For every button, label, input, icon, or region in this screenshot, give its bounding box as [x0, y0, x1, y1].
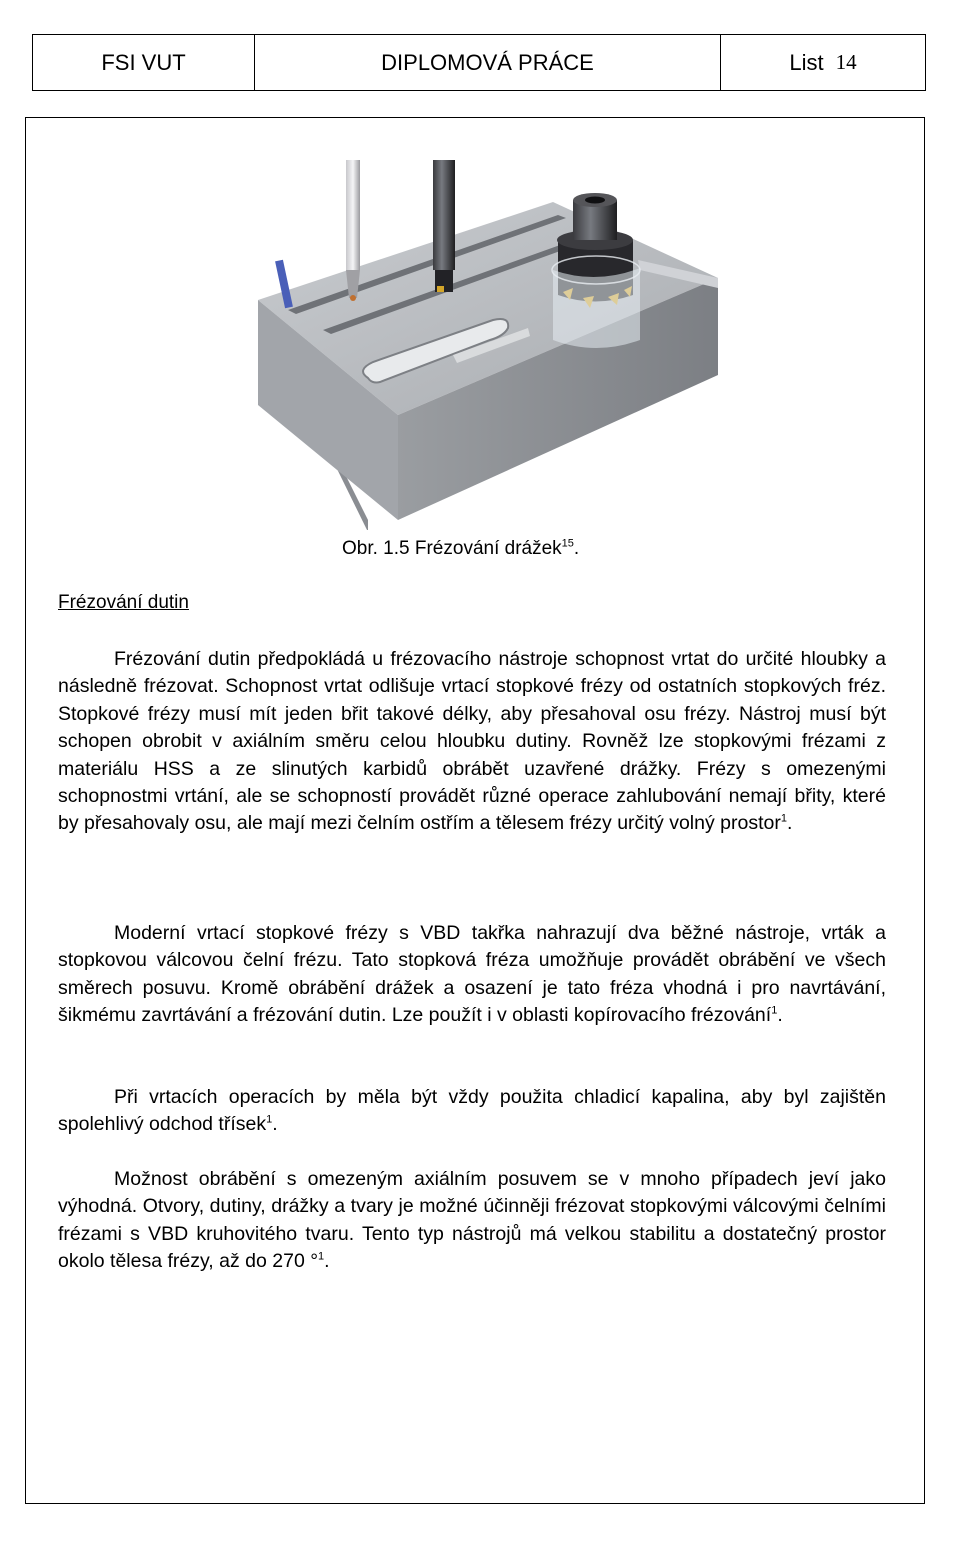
paragraph-3: Při vrtacích operacích by měla být vždy použita chladicí kapalina, aby byl zajištěn spolehlivý odchod třísek$^1$. — [58, 1086, 886, 1136]
vbd-end-mill-shank — [433, 160, 455, 270]
citation: 1 — [780, 812, 787, 825]
figure-caption: Obr. 1.5 Frézování drážek$^{15}$. — [342, 537, 580, 559]
header-list-label: List — [789, 49, 824, 75]
page-number: 14 — [835, 50, 857, 74]
citation: 1 — [318, 1250, 325, 1263]
header-page-info — [721, 35, 925, 90]
paragraph-4: Možnost obrábění s omezeným axiálním posuvem se v mnoho případech jeví jako výhodná. Otvory, dutiny, drážky a tvary je možné účinněji frézovat stopkovými válcovými čelními frézami s VBD kruhovitého tvaru. Tento typ nástrojů má velkou stabilitu a dostatečný prostor okolo tělesa frézy, až do 270 °$^1$. — [58, 1168, 886, 1273]
end-mill-insert — [350, 295, 356, 301]
citation: 1 — [266, 1113, 273, 1126]
paragraph-2: Moderní vrtací stopkové frézy s VBD takřka nahrazují dva běžné nástroje, vrták a stopkovou válcovou čelní frézu. Tato stopková fréza umožňuje provádět obrábění ve všech směrech posuvu. Kromě obrábění drážek a osazení je tato fréza vhodná i pro navrtávání, šikmému zavrtávání a frézování dutin. Lze použít i v oblasti kopírovacího frézování$^1$. — [58, 922, 886, 1027]
page-header — [32, 34, 926, 91]
face-mill-bore — [585, 197, 605, 204]
vbd-end-mill-insert — [437, 286, 444, 292]
header-document-type: DIPLOMOVÁ PRÁCE — [255, 35, 721, 90]
section-heading: Frézování dutin — [58, 592, 189, 613]
citation: 1 — [771, 1004, 778, 1017]
header-institution: FSI VUT — [33, 35, 255, 90]
paragraph-1: Frézování dutin předpokládá u frézovacího nástroje schopnost vrtat do určité hloubky a následně frézovat. Schopnost vrtat odlišuje vrtací stopkové frézy od ostatních stopkových fréz. Stopkové frézy musí mít jeden břit takové délky, aby přesahoval osu frézy. Nástroj musí být schopen obrobit v axiálním směru celou hloubku dutiny. Rovněž lze stopkovými frézami z materiálu HSS a ze slinutých karbidů obrábět uzavřené drážky. Frézy s omezenými schopnostmi vrtání, ale se schopností provádět různé operace zahlubování nemají břity, které by přesahovaly osu, ale mají mezi čelním ostřím a tělesem frézy určitý volný prostor$^1$. — [58, 648, 886, 835]
caption-reference: 15 — [561, 537, 574, 550]
end-mill-shank — [346, 160, 360, 270]
milling-slots-figure — [228, 160, 728, 530]
